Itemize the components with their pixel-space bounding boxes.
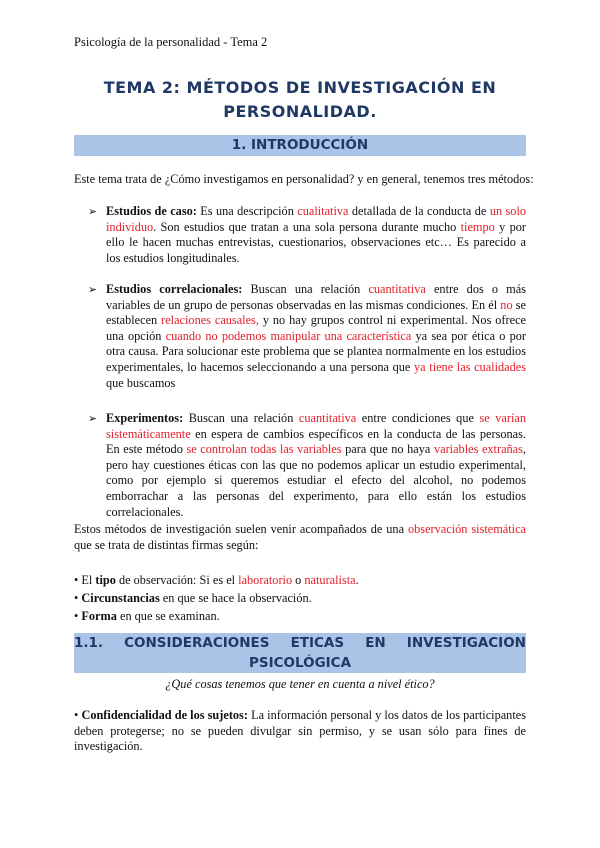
text-run: , pero hay cuestiones éticas con las que no podemos aplicar un estudio experimental, como por ejemplo si queremos estudiar el efecto del alcohol, no podemos emborrachar a las personas del experimento, para ello están los estudios correlacionales.	[106, 442, 526, 519]
text-run: El	[78, 573, 96, 587]
bullet-dot-icon: •	[74, 573, 79, 587]
observation-list	[74, 571, 526, 625]
list-term: tipo	[95, 573, 116, 587]
arrow-bullet-icon: ➢	[88, 283, 98, 296]
text-run: .	[355, 573, 359, 587]
list-term: Forma	[81, 609, 117, 623]
highlight: relaciones causales,	[161, 313, 259, 328]
section-heading-consideraciones-eticas	[74, 633, 526, 673]
section-number: 1.1.	[74, 635, 104, 651]
text-run: Buscan una relación	[242, 282, 369, 296]
highlight: cuantitativa	[368, 282, 426, 296]
bullet-term: Experimentos:	[106, 411, 184, 425]
text-run: de observación: Si es el	[115, 573, 239, 587]
bullet-dot-icon: •	[74, 591, 79, 605]
text-run: entre condiciones que	[356, 411, 480, 425]
bullet-estudios-correlacionales	[88, 282, 526, 391]
heading-word: INVESTIGACION	[406, 635, 526, 651]
list-item	[74, 607, 526, 625]
text-run: ya sea por ética o por otra causa. Para solucionar este problema que se plantea normalmente en los estudios experimentales, lo hacemos seleccionando a una persona que	[106, 328, 526, 374]
title-line-1: TEMA 2: MÉTODOS DE INVESTIGACIÓN EN	[103, 78, 497, 97]
highlight: variables extrañas	[433, 442, 523, 457]
highlight: naturalista	[304, 573, 356, 587]
bullet-term: Estudios correlacionales:	[106, 282, 243, 296]
highlight: cualitativa	[297, 204, 349, 218]
highlight: se controlan todas las variables	[186, 442, 342, 457]
text-run: y no hay grupos control ni experimental. Nos ofrece una opción	[106, 313, 526, 343]
text-run: para que no haya	[341, 442, 434, 457]
methods-paragraph	[74, 522, 526, 553]
bullet-term: Estudios de caso:	[106, 204, 197, 218]
list-term: Circunstancias	[81, 591, 160, 605]
highlight: ya tiene las cualidades	[414, 359, 526, 374]
text-run: que buscamos	[106, 375, 176, 390]
highlight: cuando no podemos manipular una característica	[165, 328, 412, 343]
highlight: observación sistemática	[408, 522, 526, 536]
highlight: no	[500, 297, 513, 312]
text-run: Buscan una relación	[183, 411, 299, 425]
text-run: y por ello le hacen muchas entrevistas, cuestionarios, observaciones etc… Es parecido a los estudios longitudinales.	[106, 219, 526, 265]
bullet-dot-icon: •	[74, 708, 79, 722]
paragraph-term: Confidencialidad de los sujetos:	[81, 708, 248, 722]
highlight: laboratorio	[238, 573, 293, 587]
subsection-question: ¿Qué cosas tenemos que tener en cuenta a nivel ético?	[165, 677, 435, 691]
title-line-2: PERSONALIDAD.	[223, 102, 377, 121]
text-run: o	[292, 573, 305, 587]
heading-word: CONSIDERACIONES	[124, 635, 270, 651]
arrow-bullet-icon: ➢	[88, 412, 98, 425]
text-run: en que se hace la observación.	[159, 591, 312, 605]
bullet-experimentos	[88, 411, 526, 520]
arrow-bullet-icon: ➢	[88, 205, 98, 218]
text-run: La información personal y los datos de los participantes deben protegerse; no se pueden divulgar sin permiso, y se usan sólo para fines de investigación.	[74, 708, 526, 754]
text-run: Estos métodos de investigación suelen venir acompañados de una	[74, 522, 408, 536]
text-run: en espera de cambios específicos en la conducta de las personas. En este método	[106, 426, 526, 457]
list-item	[74, 571, 526, 589]
section-heading-line-2: PSICOLÓGICA	[248, 655, 352, 671]
confidentiality-paragraph	[74, 708, 526, 755]
section-heading-introduccion: 1. INTRODUCCIÓN	[74, 135, 526, 156]
section-heading-line-1	[74, 633, 526, 653]
heading-word: ETICAS	[290, 635, 345, 651]
running-header: Psicología de la personalidad - Tema 2	[74, 35, 268, 49]
bullet-dot-icon: •	[74, 609, 79, 623]
highlight: un solo individuo	[106, 204, 527, 234]
text-run: que se trata de distintas firmas según:	[74, 537, 259, 552]
text-run: . Son estudios que tratan a una sola persona durante mucho	[153, 219, 461, 234]
highlight: tiempo	[460, 219, 495, 234]
highlight: cuantitativa	[298, 411, 357, 425]
highlight: se varían sistemáticamente	[106, 411, 526, 441]
text-run: en que se examinan.	[116, 609, 220, 623]
list-item	[74, 589, 526, 607]
heading-word: EN	[365, 635, 386, 651]
intro-paragraph: Este tema trata de ¿Cómo investigamos en personalidad? y en general, tenemos tres métodos:	[74, 172, 534, 186]
page-title	[60, 76, 540, 124]
bullet-estudios-de-caso	[88, 204, 526, 266]
text-run: se establecen	[106, 297, 526, 328]
text-run: Es una descripción	[196, 204, 298, 218]
text-run: entre dos o más variables de un grupo de personas observadas en las mismas condiciones. En él	[106, 282, 526, 312]
text-run: detallada de la conducta de	[348, 204, 490, 218]
